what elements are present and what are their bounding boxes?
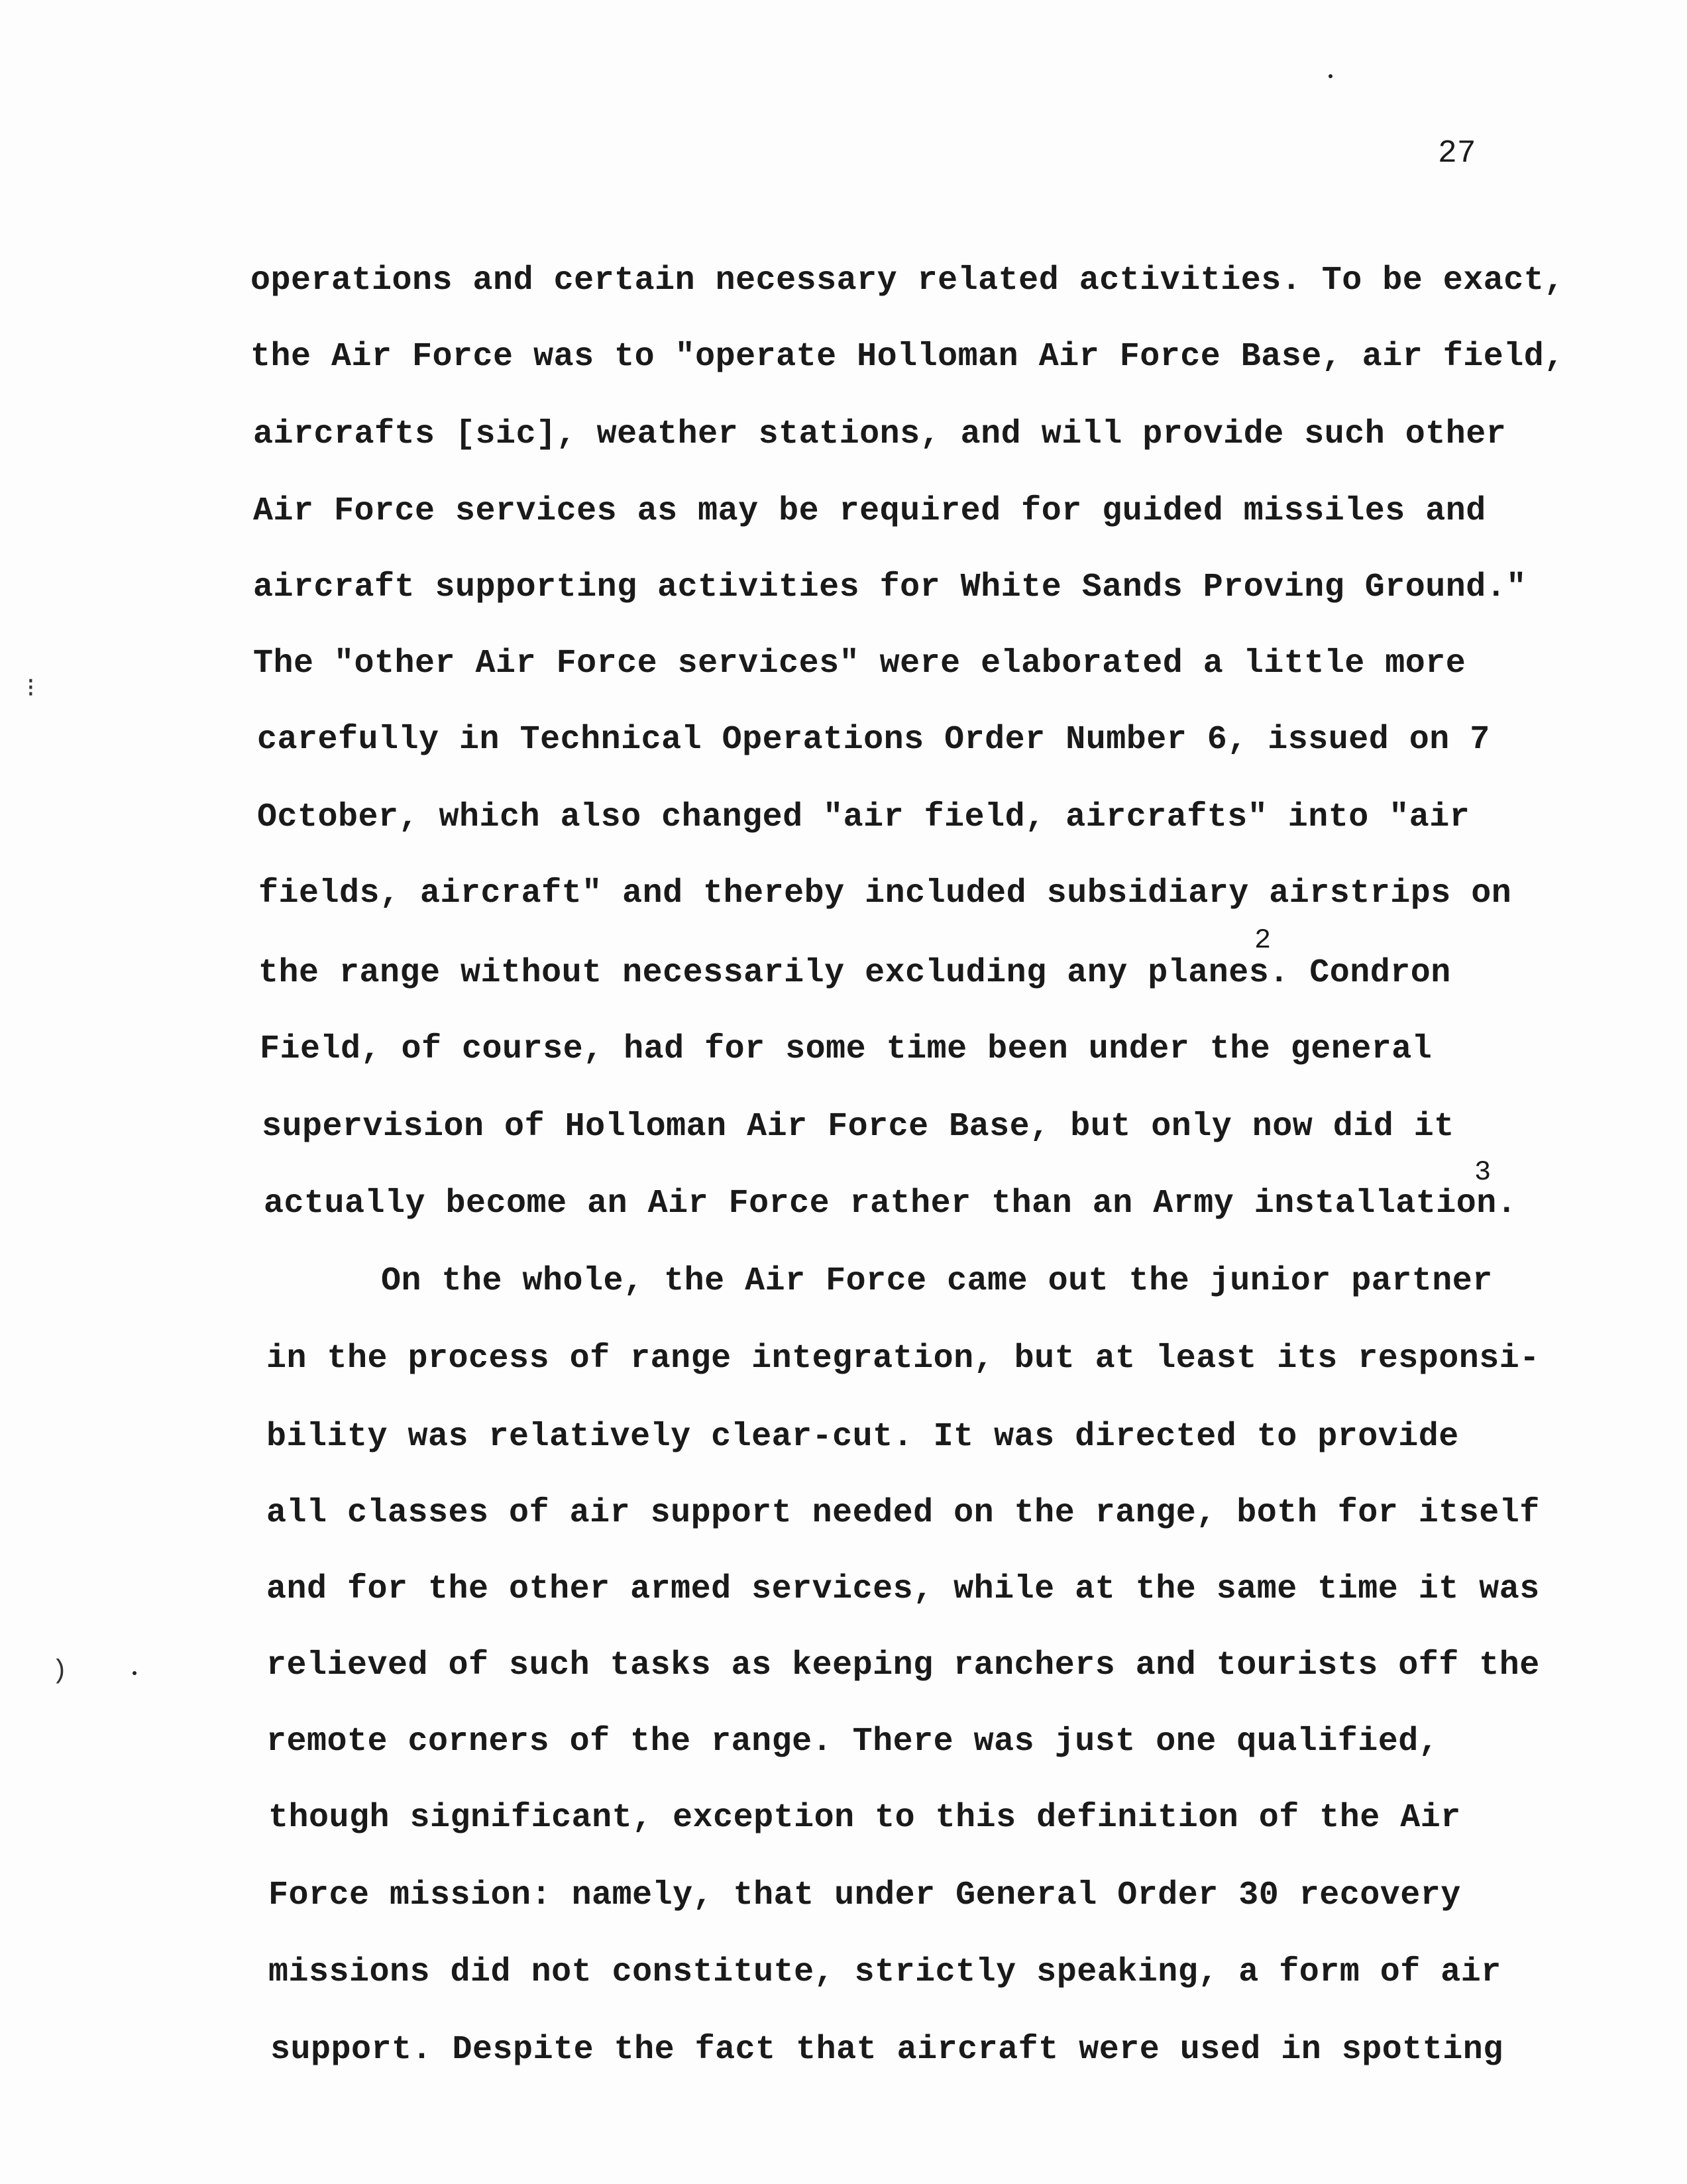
text-line-10: the range without necessarily excluding any planes. Condron	[258, 954, 1451, 992]
text-line-8: October, which also changed "air field, aircrafts" into "air	[257, 798, 1470, 836]
text-line-22: Force mission: namely, that under General Order 30 recovery	[268, 1877, 1461, 1914]
text-line-5: aircraft supporting activities for White Sands Proving Ground."	[253, 569, 1527, 606]
binding-hole-mark-lower: )	[52, 1657, 68, 1686]
text-line-18: and for the other armed services, while at the same time it was	[266, 1570, 1540, 1608]
footnote-ref-2: 2	[1254, 924, 1272, 956]
text-line-19: relieved of such tasks as keeping ranchers and tourists off the	[266, 1647, 1540, 1684]
text-line-9: fields, aircraft" and thereby included subsidiary airstrips on	[258, 875, 1512, 912]
text-line-21: though significant, exception to this definition of the Air	[268, 1799, 1461, 1837]
text-line-6: The "other Air Force services" were elaborated a little more	[253, 645, 1466, 682]
text-line-24: support. Despite the fact that aircraft were used in spotting	[270, 2031, 1503, 2069]
text-line-4: Air Force services as may be required for guided missiles and	[253, 492, 1486, 530]
paragraph-2-first-line: On the whole, the Air Force came out the junior partner	[381, 1262, 1493, 1300]
page-number: 27	[1438, 136, 1476, 172]
text-line-1: operations and certain necessary related activities. To be exact,	[250, 262, 1564, 300]
text-line-7: carefully in Technical Operations Order Number 6, issued on 7	[257, 721, 1490, 759]
text-line-15: in the process of range integration, but at least its responsi-	[266, 1340, 1540, 1378]
text-line-3: aircrafts [sic], weather stations, and will provide such other	[253, 415, 1507, 453]
text-line-11: Field, of course, had for some time been under the general	[260, 1030, 1433, 1068]
scan-speck	[1329, 74, 1333, 78]
footnote-ref-3: 3	[1474, 1156, 1492, 1188]
binding-hole-mark-upper: ⁝	[27, 675, 35, 705]
text-line-20: remote corners of the range. There was just one qualified,	[266, 1723, 1439, 1761]
text-line-2: the Air Force was to "operate Holloman Air Force Base, air field,	[250, 338, 1564, 376]
text-line-16: bility was relatively clear-cut. It was directed to provide	[266, 1418, 1459, 1456]
text-line-13: actually become an Air Force rather than an Army installation.	[264, 1185, 1517, 1223]
scan-speck	[133, 1671, 136, 1675]
text-line-17: all classes of air support needed on the range, both for itself	[266, 1494, 1540, 1532]
text-line-12: supervision of Holloman Air Force Base, but only now did it	[262, 1108, 1454, 1146]
text-line-23: missions did not constitute, strictly speaking, a form of air	[268, 1953, 1501, 1991]
